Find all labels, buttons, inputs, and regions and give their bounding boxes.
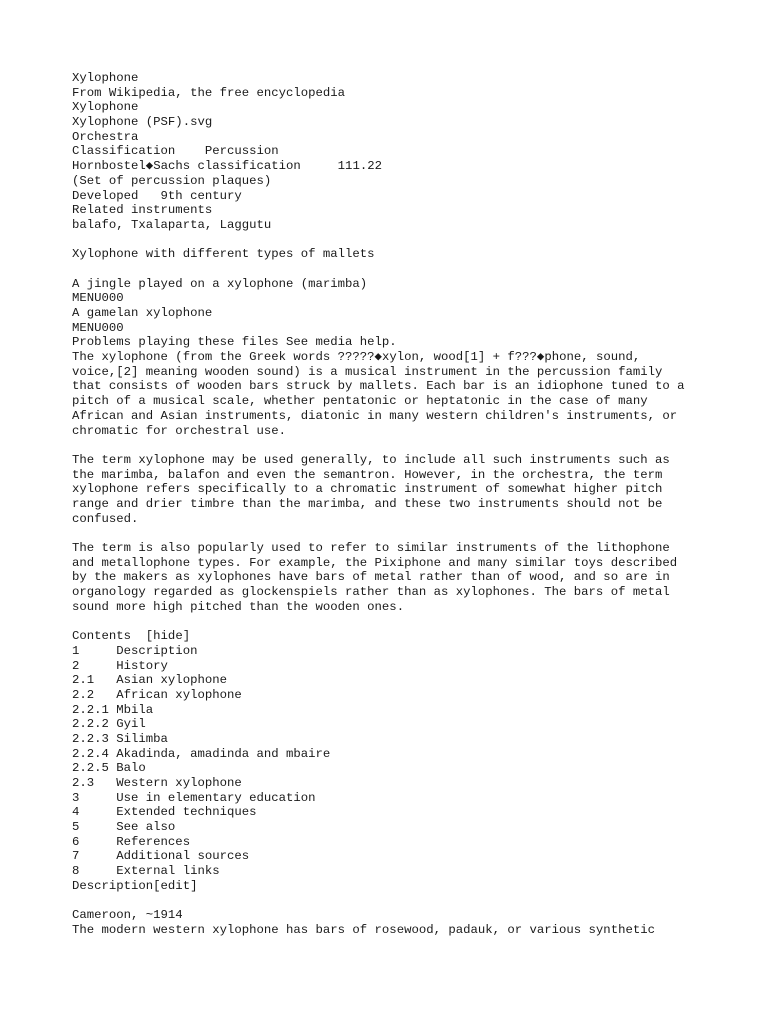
paragraph-line: and metallophone types. For example, the Pixiphone and many similar toys described [72,555,678,570]
toc-item[interactable]: 2.2.5 Balo [72,761,146,776]
media-menu-placeholder[interactable]: MENU000 [72,320,124,335]
toc-item[interactable]: 2.2.2 Gyil [72,717,146,732]
media-item-title: A jingle played on a xylophone (marimba) [72,276,368,291]
toc-item[interactable]: 2.2 African xylophone [72,687,242,702]
paragraph-line: sound more high pitched than the wooden ones. [72,599,405,614]
paragraph-line: The modern western xylophone has bars of rosewood, padauk, or various synthetic [72,922,655,937]
toc-title: Contents [72,629,146,644]
toc-item[interactable]: 8 External links [72,864,220,879]
toc-item[interactable]: 2.1 Asian xylophone [72,673,227,688]
toc-hide-toggle[interactable]: [hide] [145,629,191,644]
paragraph-line: the marimba, balafon and even the semantron. However, in the orchestra, the term [72,467,663,482]
media-section [72,247,732,350]
paragraph-line: The xylophone (from the Greek words ?????◆xylon, wood[1] + f???◆phone, sound, [72,350,641,365]
media-help-link[interactable]: Problems playing these files See media help. [72,335,397,350]
infobox-image-filename[interactable]: Xylophone (PSF).svg [72,115,213,130]
infobox-image-caption: Orchestra [72,129,139,144]
description-section [72,879,732,938]
image-caption: Cameroon, ~1914 [72,908,183,923]
media-menu-placeholder[interactable]: MENU000 [72,291,124,306]
paragraph-line: pitch of a musical scale, whether pentatonic or heptatonic in the case of many [72,394,648,409]
toc-item[interactable]: 2 History [72,658,168,673]
infobox [72,71,732,233]
article-title: Xylophone [72,71,139,85]
toc-item[interactable]: 7 Additional sources [72,849,250,864]
infobox-related-list: balafo, Txalaparta, Laggutu [72,217,272,232]
paragraph-line: organology regarded as glockenspiels rather than as xylophones. The bars of metal [72,585,670,600]
toc-item[interactable]: 3 Use in elementary education [72,790,316,805]
media-caption: Xylophone with different types of mallets [72,247,375,262]
toc-header [72,629,732,644]
paragraph-line: that consists of wooden bars struck by mallets. Each bar is an idiophone tuned to a [72,379,685,394]
toc-item[interactable]: 2.2.4 Akadinda, amadinda and mbaire [72,746,331,761]
paragraph-line: chromatic for orchestral use. [72,423,287,438]
media-item-title: A gamelan xylophone [72,306,213,320]
document-page [72,71,732,938]
paragraph-line: confused. [72,511,139,526]
toc-item[interactable]: 4 Extended techniques [72,805,257,820]
paragraph-line: African and Asian instruments, diatonic in many western children's instruments, or [72,408,678,423]
spacer [72,894,732,909]
paragraph-line: xylophone refers specifically to a chromatic instrument of somewhat higher pitch [72,482,663,497]
paragraph-term [72,453,732,526]
infobox-classification: Classification Percussion [72,144,279,159]
toc-item[interactable]: 2.2.3 Silimba [72,731,168,746]
spacer [72,262,732,277]
infobox-title: Xylophone [72,100,139,115]
paragraph-line: range and drier timbre than the marimba, and these two instruments should not be [72,496,663,511]
section-heading-description[interactable]: Description[edit] [72,878,198,893]
infobox-developed: Developed 9th century [72,188,242,203]
paragraph-line: voice,[2] meaning wooden sound) is a musical instrument in the percussion family [72,364,663,379]
spacer [72,233,732,248]
infobox-hornbostel-note: (Set of percussion plaques) [72,173,272,188]
toc-item[interactable]: 1 Description [72,643,198,658]
spacer [72,526,732,541]
article-source: From Wikipedia, the free encyclopedia [72,85,346,100]
paragraph-intro [72,350,732,438]
paragraph-line: The term xylophone may be used generally, to include all such instruments such as [72,452,670,467]
table-of-contents [72,629,732,879]
toc-item[interactable]: 5 See also [72,820,176,835]
infobox-hornbostel: Hornbostel◆Sachs classification 111.22 [72,159,382,174]
paragraph-lithophone [72,541,732,614]
toc-item[interactable]: 2.2.1 Mbila [72,702,154,717]
infobox-related-label: Related instruments [72,203,213,218]
spacer [72,614,732,629]
paragraph-line: The term is also popularly used to refer to similar instruments of the lithophone [72,541,670,555]
toc-item[interactable]: 2.3 Western xylophone [72,776,242,790]
paragraph-line: by the makers as xylophones have bars of metal rather than of wood, and so are in [72,570,670,585]
toc-item[interactable]: 6 References [72,834,191,849]
spacer [72,438,732,453]
